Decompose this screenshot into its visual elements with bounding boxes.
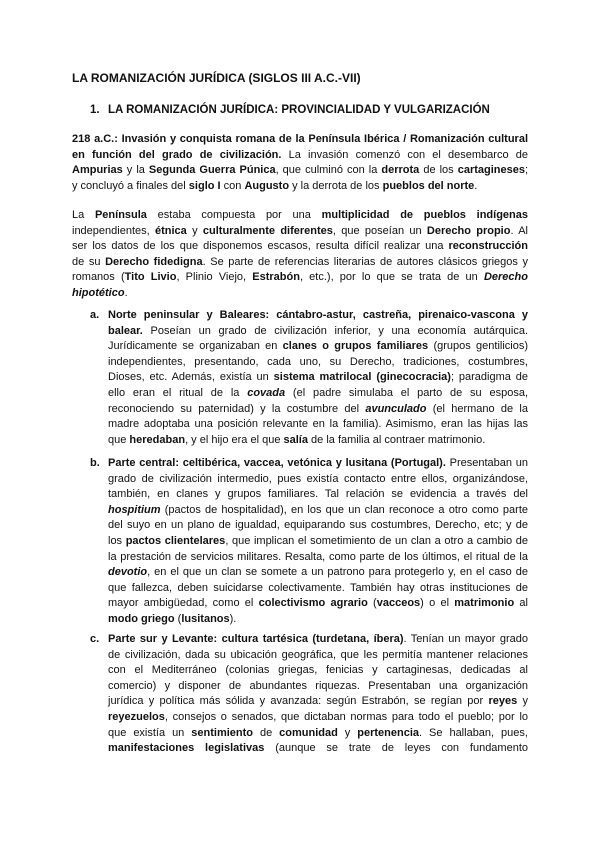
text-line: independientes, étnica y culturalmente diferentes, que poseían un Derecho propio. Al [72, 224, 529, 237]
text-line: devotio, en el que un clan se somete a un patrono para protegerlo y, en el caso de [108, 566, 528, 579]
text-line: reyezuelos, consejos o senados, que dictaban normas para todo el pueblo; por lo [108, 710, 528, 723]
list-item-north [90, 308, 528, 448]
section-title: LA ROMANIZACIÓN JURÍDICA: PROVINCIALIDAD Y VULGARIZACIÓN [108, 104, 490, 116]
paragraph-invasion [72, 132, 528, 194]
text-line: Parte sur y Levante: cultura tartésica (turdetana, íbera). Tenían un mayor grado [108, 633, 528, 645]
text-line: jurídica y política más sólida y avanzada: según Estrabón, se regían por reyes y [108, 695, 528, 708]
list-marker: c. [90, 633, 100, 645]
text-line: los pactos clientelares, que implican el sometimiento de un clan a otro a cambio de [108, 534, 528, 547]
text-line: modo griego (lusitanos). [108, 612, 237, 625]
section-heading [90, 104, 490, 116]
text-line: Norte peninsular y Baleares: cántabro-astur, castreña, pirenaico-vascona y [108, 309, 528, 321]
text-line: con el Mediterráneo (colonias griegas, fenicias y cartaginesas, dedicadas al [108, 664, 528, 677]
text-line: de civilización, dada su ubicación geográfica, que les permitía mantener relaciones [108, 648, 528, 661]
list-marker: a. [90, 309, 100, 321]
text-line: romanos (Tito Livio, Plinio Viejo, Estrabón, etc.), por lo que se trata de un Derecho [72, 271, 528, 284]
text-line: Parte central: celtibérica, vaccea, vetónica y lusitana (Portugal). Presentaban un [108, 457, 528, 469]
list-item-center [90, 456, 528, 628]
text-line: hipotético. [72, 286, 128, 299]
text-line: manifestaciones legislativas (aunque se trate de leyes con fundamento [108, 742, 528, 755]
text-line: Jurídicamente se organizaban en clanes o grupos familiares (grupos gentilicios) [108, 340, 529, 353]
text-line: Dioses, etc. Además, existía un sistema matrilocal (ginecocracia); paradigma de [108, 371, 528, 384]
text-line: la prestación de servicios militares. Resalta, como parte de los últimos, el ritual de la [108, 550, 528, 563]
text-line: que heredaban, y el hijo era el que salía de la familia al contraer matrimonio. [108, 433, 486, 446]
text-line: madre adoptaba una posición relevante en la familia). Asimismo, eran las hijas las [108, 418, 528, 431]
text-line: también, en clanes y grupos familiares. Tal relación se evidencia a través del [108, 488, 528, 501]
list-marker: b. [90, 457, 100, 469]
text-line: Ampurias y la Segunda Guerra Púnica, que culminó con la derrota de los cartagineses; [72, 164, 529, 177]
text-line: ello eran el ritual de la covada (el padre simulaba el parto de su esposa, [108, 386, 528, 399]
text-line: independientes, presentando, cada uno, su Derecho, tradiciones, costumbres, [108, 355, 528, 368]
document-title: LA ROMANIZACIÓN JURÍDICA (SIGLOS III A.C.-VII) [72, 71, 361, 85]
text-line: del suyo en un plano de igualdad, equiparando sus costumbres, Derecho, etc; y de [108, 519, 528, 532]
text-line: que existía un sentimiento de comunidad y pertenencia. Se hallaban, pues, [108, 726, 528, 739]
text-line: balear. Poseían un grado de civilización inferior, y una economía autárquica. [108, 324, 528, 337]
text-line: comercio) y disponer de abundantes riquezas. Presentaban una organización [108, 679, 528, 692]
text-line: 218 a.C.: Invasión y conquista romana de la Península Ibérica / Romanización cultural [72, 133, 528, 145]
text-line: que fallezca, deben suicidarse colectivamente. También hay otras instituciones de [108, 581, 528, 594]
paragraph-peninsula [72, 208, 528, 302]
section-number: 1. [90, 104, 100, 116]
text-line: La Península estaba compuesta por una multiplicidad de pueblos indígenas [72, 209, 528, 221]
text-line: reconociendo su paternidad) y la costumbre del avunculado (el hermano de la [108, 402, 528, 415]
text-line: de su Derecho fidedigna. Se parte de referencias literarias de autores clásicos griegos y [72, 255, 528, 268]
text-line: en función del grado de civilización. La invasión comenzó con el desembarco de [72, 148, 528, 161]
text-line: mayor ambigüedad, como el colectivismo agrario (vacceos) o el matrimonio al [108, 597, 528, 610]
text-line: hospitium (pactos de hospitalidad), en los que un clan reconoce a otro como parte [108, 503, 528, 516]
list-item-south [90, 632, 528, 757]
text-line: ser los datos de los que disponemos escasos, resulta difícil realizar una reconstrucción [72, 240, 528, 253]
text-line: grado de civilización intermedio, pues existía contacto entre ellos, organizándose, [108, 472, 528, 485]
text-line: y concluyó a finales del siglo I con Augusto y la derrota de los pueblos del norte. [72, 179, 478, 192]
